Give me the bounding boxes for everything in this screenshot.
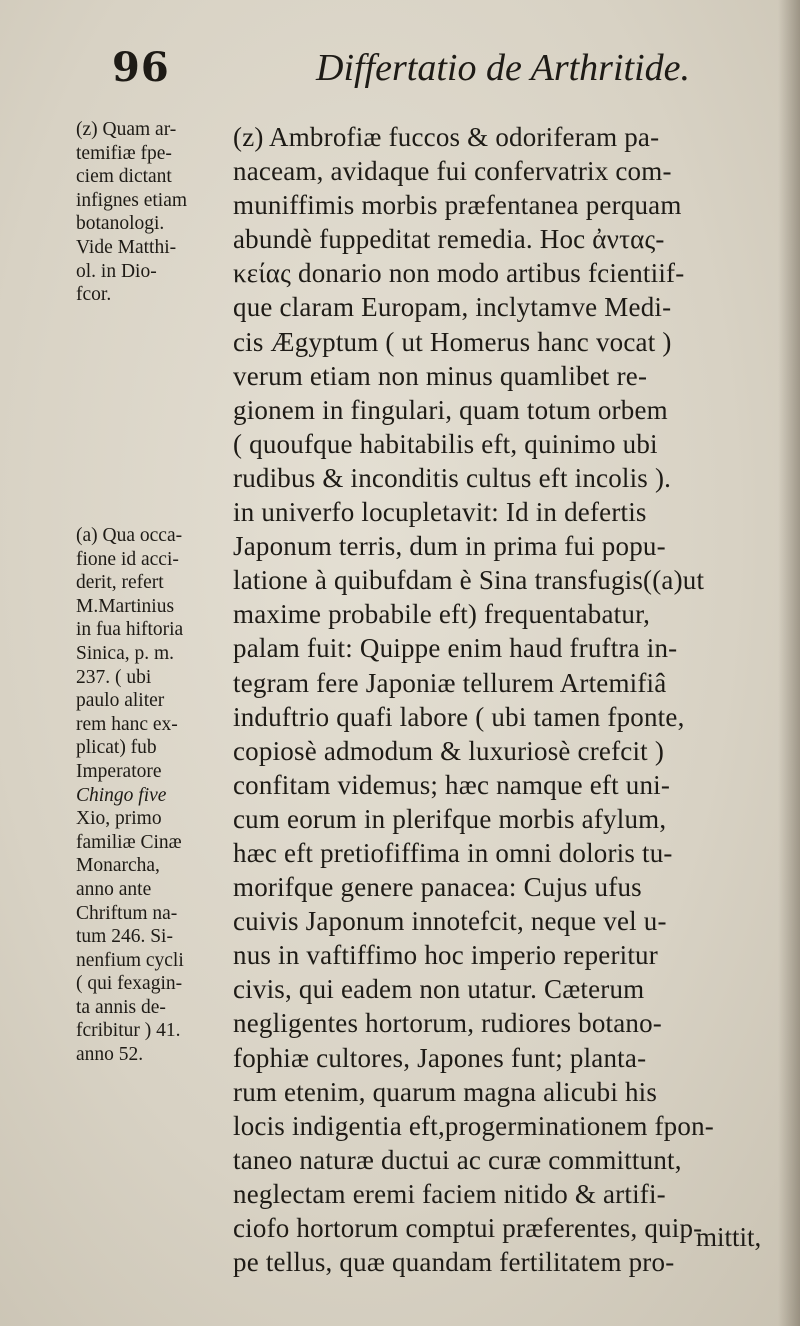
text-line: ( quoufque habitabilis eft, quinimo ubi xyxy=(233,428,658,459)
text-line: (z) Ambrofiæ fuccos & odoriferam pa- xyxy=(233,122,660,152)
note-line: ciem dictant xyxy=(76,166,172,188)
text-line: cum eorum in plerifque morbis afylum, xyxy=(233,803,667,834)
text-line: hæc eft pretiofiffima in omni doloris tu- xyxy=(233,837,673,868)
note-line: ta annis de- xyxy=(76,996,166,1018)
text-line: palam fuit: Quippe enim haud fruftra in- xyxy=(233,633,678,664)
note-line: (z) Quam ar- xyxy=(76,119,177,140)
text-line: maxime probabile eft) frequentabatur, xyxy=(233,599,651,630)
note-line: fcribitur ) 41. xyxy=(76,1020,181,1042)
note-line: Imperatore xyxy=(76,760,162,782)
note-line: ( qui fexagin- xyxy=(76,973,183,995)
text-line: Japonum terris, dum in prima fui popu- xyxy=(233,531,666,562)
text-line: civis, qui eadem non utatur. Cæterum xyxy=(233,974,645,1005)
note-line: Sinica, p. m. xyxy=(76,642,175,664)
note-line: tum 246. Si- xyxy=(76,926,173,948)
note-line: ol. in Dio- xyxy=(76,260,157,282)
text-line: fophiæ cultores, Japones funt; planta- xyxy=(233,1042,647,1073)
note-line: botanologi. xyxy=(76,213,165,235)
text-line: pe tellus, quæ quandam fertilitatem pro- xyxy=(233,1247,675,1278)
page-header xyxy=(0,44,800,104)
text-line: neglectam eremi faciem nitido & artifi- xyxy=(233,1178,666,1209)
text-line: negligentes hortorum, rudiores botano- xyxy=(233,1008,663,1039)
running-title: Differtatio de Arthritide. xyxy=(316,47,691,89)
note-line: temifiæ fpe- xyxy=(76,142,172,164)
note-line: Vide Matthi- xyxy=(76,236,177,258)
note-line: anno 52. xyxy=(76,1044,144,1066)
text-line: que claram Europam, inclytamve Medi- xyxy=(233,292,672,323)
text-line: κείας donario non modo artibus fcientiif- xyxy=(233,258,685,289)
text-line: rum etenim, quarum magna alicubi his xyxy=(233,1076,658,1107)
text-line: copiosè admodum & luxuriosè crefcit ) xyxy=(233,735,665,766)
page-number: 96 xyxy=(112,44,170,91)
note-line: in fua hiftoria xyxy=(76,619,184,641)
note-line: plicat) fub xyxy=(76,737,157,759)
note-line: 237. ( ubi xyxy=(76,666,152,688)
text-line: abundè fuppeditat remedia. Hoc ἀντας- xyxy=(233,224,665,255)
note-line: paulo aliter xyxy=(76,690,165,712)
note-line: Monarcha, xyxy=(76,855,160,877)
text-line: ciofo hortorum comptui præferentes, quip- xyxy=(233,1213,703,1243)
note-line: derit, refert xyxy=(76,572,164,594)
main-text-block xyxy=(233,120,793,1279)
text-line: in univerfo locupletavit: Id in defertis xyxy=(233,497,647,528)
text-line: naceam, avidaque fui confervatrix com- xyxy=(233,156,672,187)
text-line: gionem in fingulari, quam totum orbem xyxy=(233,394,668,425)
text-line: induftrio quafi labore ( ubi tamen fponte, xyxy=(233,701,685,732)
text-line: tegram fere Japoniæ tellurem Artemifiâ xyxy=(233,667,667,698)
text-line: verum etiam non minus quamlibet re- xyxy=(233,360,648,391)
note-line: familiæ Cinæ xyxy=(76,831,182,853)
note-line: infignes etiam xyxy=(76,189,188,211)
marginal-note-z xyxy=(76,118,236,307)
note-line: M.Martinius xyxy=(76,595,175,617)
note-line: (a) Qua occa- xyxy=(76,525,183,546)
text-line: cis Ægyptum ( ut Homerus hanc vocat ) xyxy=(233,326,672,357)
note-line: rem hanc ex- xyxy=(76,713,178,735)
marginal-note-a xyxy=(76,524,236,1067)
note-line: fione id acci- xyxy=(76,548,179,570)
note-line: Chingo five xyxy=(76,784,167,806)
text-line: morifque genere panacea: Cujus ufus xyxy=(233,872,642,903)
catchword: mittit, xyxy=(696,1222,762,1252)
note-line: anno ante xyxy=(76,878,152,900)
note-line: Chriftum na- xyxy=(76,902,178,924)
text-line: nus in vaftiffimo hoc imperio reperitur xyxy=(233,940,658,971)
text-line: taneo naturæ ductui ac curæ committunt, xyxy=(233,1144,682,1175)
text-line: rudibus & inconditis cultus eft incolis ). xyxy=(233,462,672,493)
text-line: confitam videmus; hæc namque eft uni- xyxy=(233,769,671,800)
text-line: cuivis Japonum innotefcit, neque vel u- xyxy=(233,906,667,937)
note-line: Xio, primo xyxy=(76,808,162,830)
note-line: nenfium cycli xyxy=(76,949,184,971)
note-line: fcor. xyxy=(76,284,112,306)
text-line: latione à quibufdam è Sina transfugis((a)ut xyxy=(233,565,705,596)
text-line: locis indigentia eft,progerminationem fpon- xyxy=(233,1110,714,1141)
text-line: muniffimis morbis præfentanea perquam xyxy=(233,190,682,221)
